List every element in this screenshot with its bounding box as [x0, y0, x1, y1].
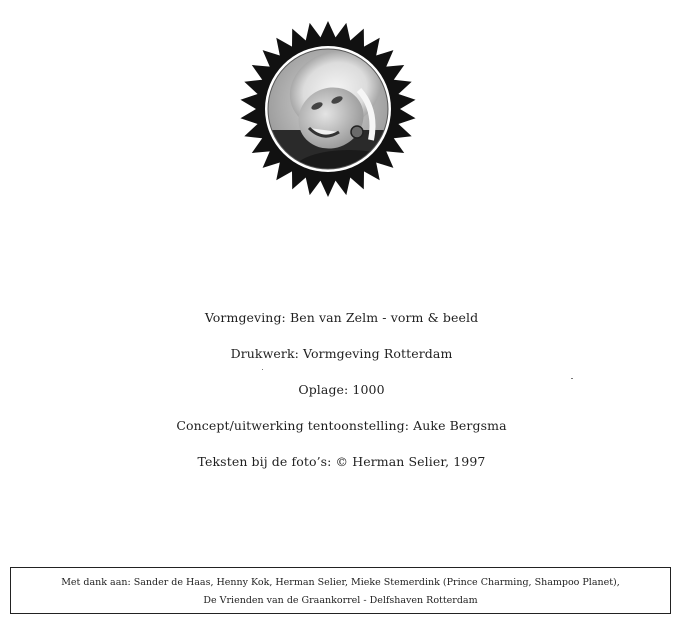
- credit-design: Vormgeving: Ben van Zelm - vorm & beeld: [204, 310, 479, 325]
- scan-speck: [262, 369, 263, 370]
- acknowledgements-box: [10, 567, 671, 614]
- credit-edition: Oplage: 1000: [298, 382, 385, 397]
- acknowledgements-line-1: Met dank aan: Sander de Haas, Henny Kok, Herman Selier, Mieke Stemerdink (Prince Charming, Shampoo Planet),: [61, 577, 620, 588]
- acknowledgements-line-2: De Vrienden van de Graankorrel - Delfshaven Rotterdam: [203, 595, 478, 606]
- credit-texts: Teksten bij de foto’s: © Herman Selier, 1997: [197, 454, 486, 469]
- starburst-portrait-emblem: [239, 20, 417, 198]
- scan-speck: [571, 378, 573, 379]
- credit-concept: Concept/uitwerking tentoonstelling: Auke Bergsma: [176, 418, 507, 433]
- credit-print: Drukwerk: Vormgeving Rotterdam: [230, 346, 453, 361]
